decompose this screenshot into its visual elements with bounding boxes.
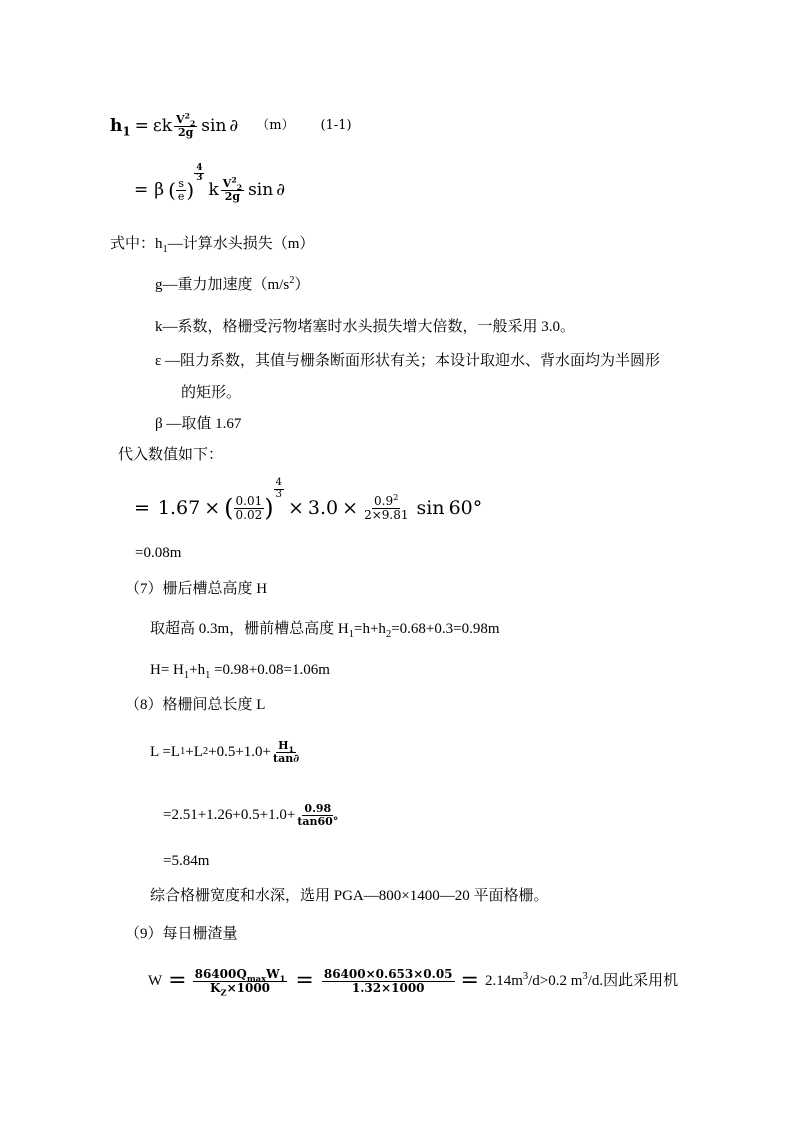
section-8-line-1: L =L 1 +L 2 +0.5+1.0+ $\frac{H_1}{\tan\partial}$	[150, 738, 300, 765]
subst-times-1: ×	[204, 497, 221, 519]
eq1-lhs: $h_1$	[110, 116, 131, 139]
eq1-k: k	[161, 116, 173, 136]
eq2-equals: =	[134, 180, 149, 200]
epsilon-definition-line-1: ε —阻力系数，其值与栅条断面形状有关；本设计取迎水、背水面均为半圆形	[155, 353, 661, 369]
eq1-unit: （m）	[256, 118, 295, 133]
eq1-epsilon: ε	[152, 116, 162, 136]
eq2-theta: ∂	[276, 180, 285, 200]
subst-sin: sin	[416, 497, 445, 519]
subst-times-2: ×	[288, 497, 304, 519]
section-8-title: （8）格栅间总长度 L	[125, 697, 266, 713]
eq2-beta: β	[154, 180, 165, 200]
section-7-line-2: $H= H_1+h_1 =0.98+0.08=1.06m$	[150, 662, 330, 681]
eq2-exponent: $\frac{4}{3}$	[196, 163, 203, 184]
section-7-line-1: 取超高 0.3m，栅前槽总高度 $H_1=h+h_2=0.68+0.3=0.98m$	[150, 621, 500, 640]
eq1-sin: sin	[201, 116, 227, 136]
eq2-fraction: $\frac{V^2_2}{2g}$	[222, 175, 243, 203]
eq1-equals: =	[134, 116, 149, 136]
section-8-line-2: =2.51+1.26+0.5+1.0+ $\frac{0.98}{\tan 60^\circ}$	[163, 801, 339, 828]
w-result: $2.14m^3/d>0.2$ $m^3/d$.因此采用机	[484, 971, 679, 989]
w-equals-2: =	[295, 968, 314, 993]
section-8-result: =5.84m	[163, 853, 210, 869]
subst-equals: =	[134, 497, 150, 519]
subst-times-3: ×	[342, 497, 359, 519]
equation-1-1-expanded	[134, 162, 285, 218]
where-h1: 式中：$h_1—$计算水头损失（m）	[110, 236, 315, 255]
section-7-title: （7）栅后槽总高度 H	[125, 581, 268, 597]
subst-exponent: $\frac{4}{3}$	[275, 477, 282, 500]
result-h1: =0.08m	[135, 545, 182, 561]
w-fraction-2: $\frac{86400\times 0.653\times 0.05}{1.32\times 1000}$	[323, 966, 453, 995]
k-definition: k—系数，格栅受污物堵塞时水头损失增大倍数，一般采用 3.0。	[155, 319, 576, 335]
substitution-lead: 代入数值如下：	[118, 447, 224, 463]
epsilon-definition-line-2: 的矩形。	[181, 385, 242, 401]
eq1-label: (1-1)	[320, 118, 352, 133]
w-fraction-1: $\frac{86400Q_{max}W_1}{K_Z\times 1000}$	[194, 966, 286, 997]
w-equals-3: =	[460, 968, 479, 993]
summary: 综合格栅宽度和水深，选用 PGA—800×1400—20 平面格栅。	[150, 888, 549, 904]
eq2-sin: sin	[248, 180, 274, 200]
w-equals: =	[168, 968, 187, 993]
subst-fraction: $\frac{0.9^2}{2\times 9.81}$	[364, 491, 409, 522]
eq1-theta: ∂	[229, 116, 239, 136]
g-definition: g—重力加速度$(m/s^2)$	[155, 275, 310, 293]
section-8-fraction-1: $\frac{H_1}{\tan\partial}$	[273, 738, 300, 765]
subst-angle: 60°	[448, 497, 483, 519]
section-9-equation	[148, 956, 678, 1006]
w-symbol: W	[148, 973, 163, 989]
substitution-equation	[134, 476, 482, 540]
eq2-k: k	[208, 180, 219, 200]
eq1-fraction: $\frac{V^2_2}{2g}$	[176, 111, 196, 139]
equation-1-1	[110, 104, 352, 148]
subst-coef: 1.67	[157, 497, 201, 519]
section-8-fraction-2: $\frac{0.98}{\tan 60^\circ}$	[297, 801, 339, 828]
subst-paren: ( $\frac{0.01}{0.02}$ )	[224, 493, 274, 522]
beta-definition: β —取值 1.67	[155, 416, 242, 432]
section-9-title: （9）每日栅渣量	[125, 926, 238, 942]
subst-k-value: 3.0	[307, 497, 339, 519]
eq2-paren: ( $\frac{s}{e}$ )	[168, 176, 195, 203]
